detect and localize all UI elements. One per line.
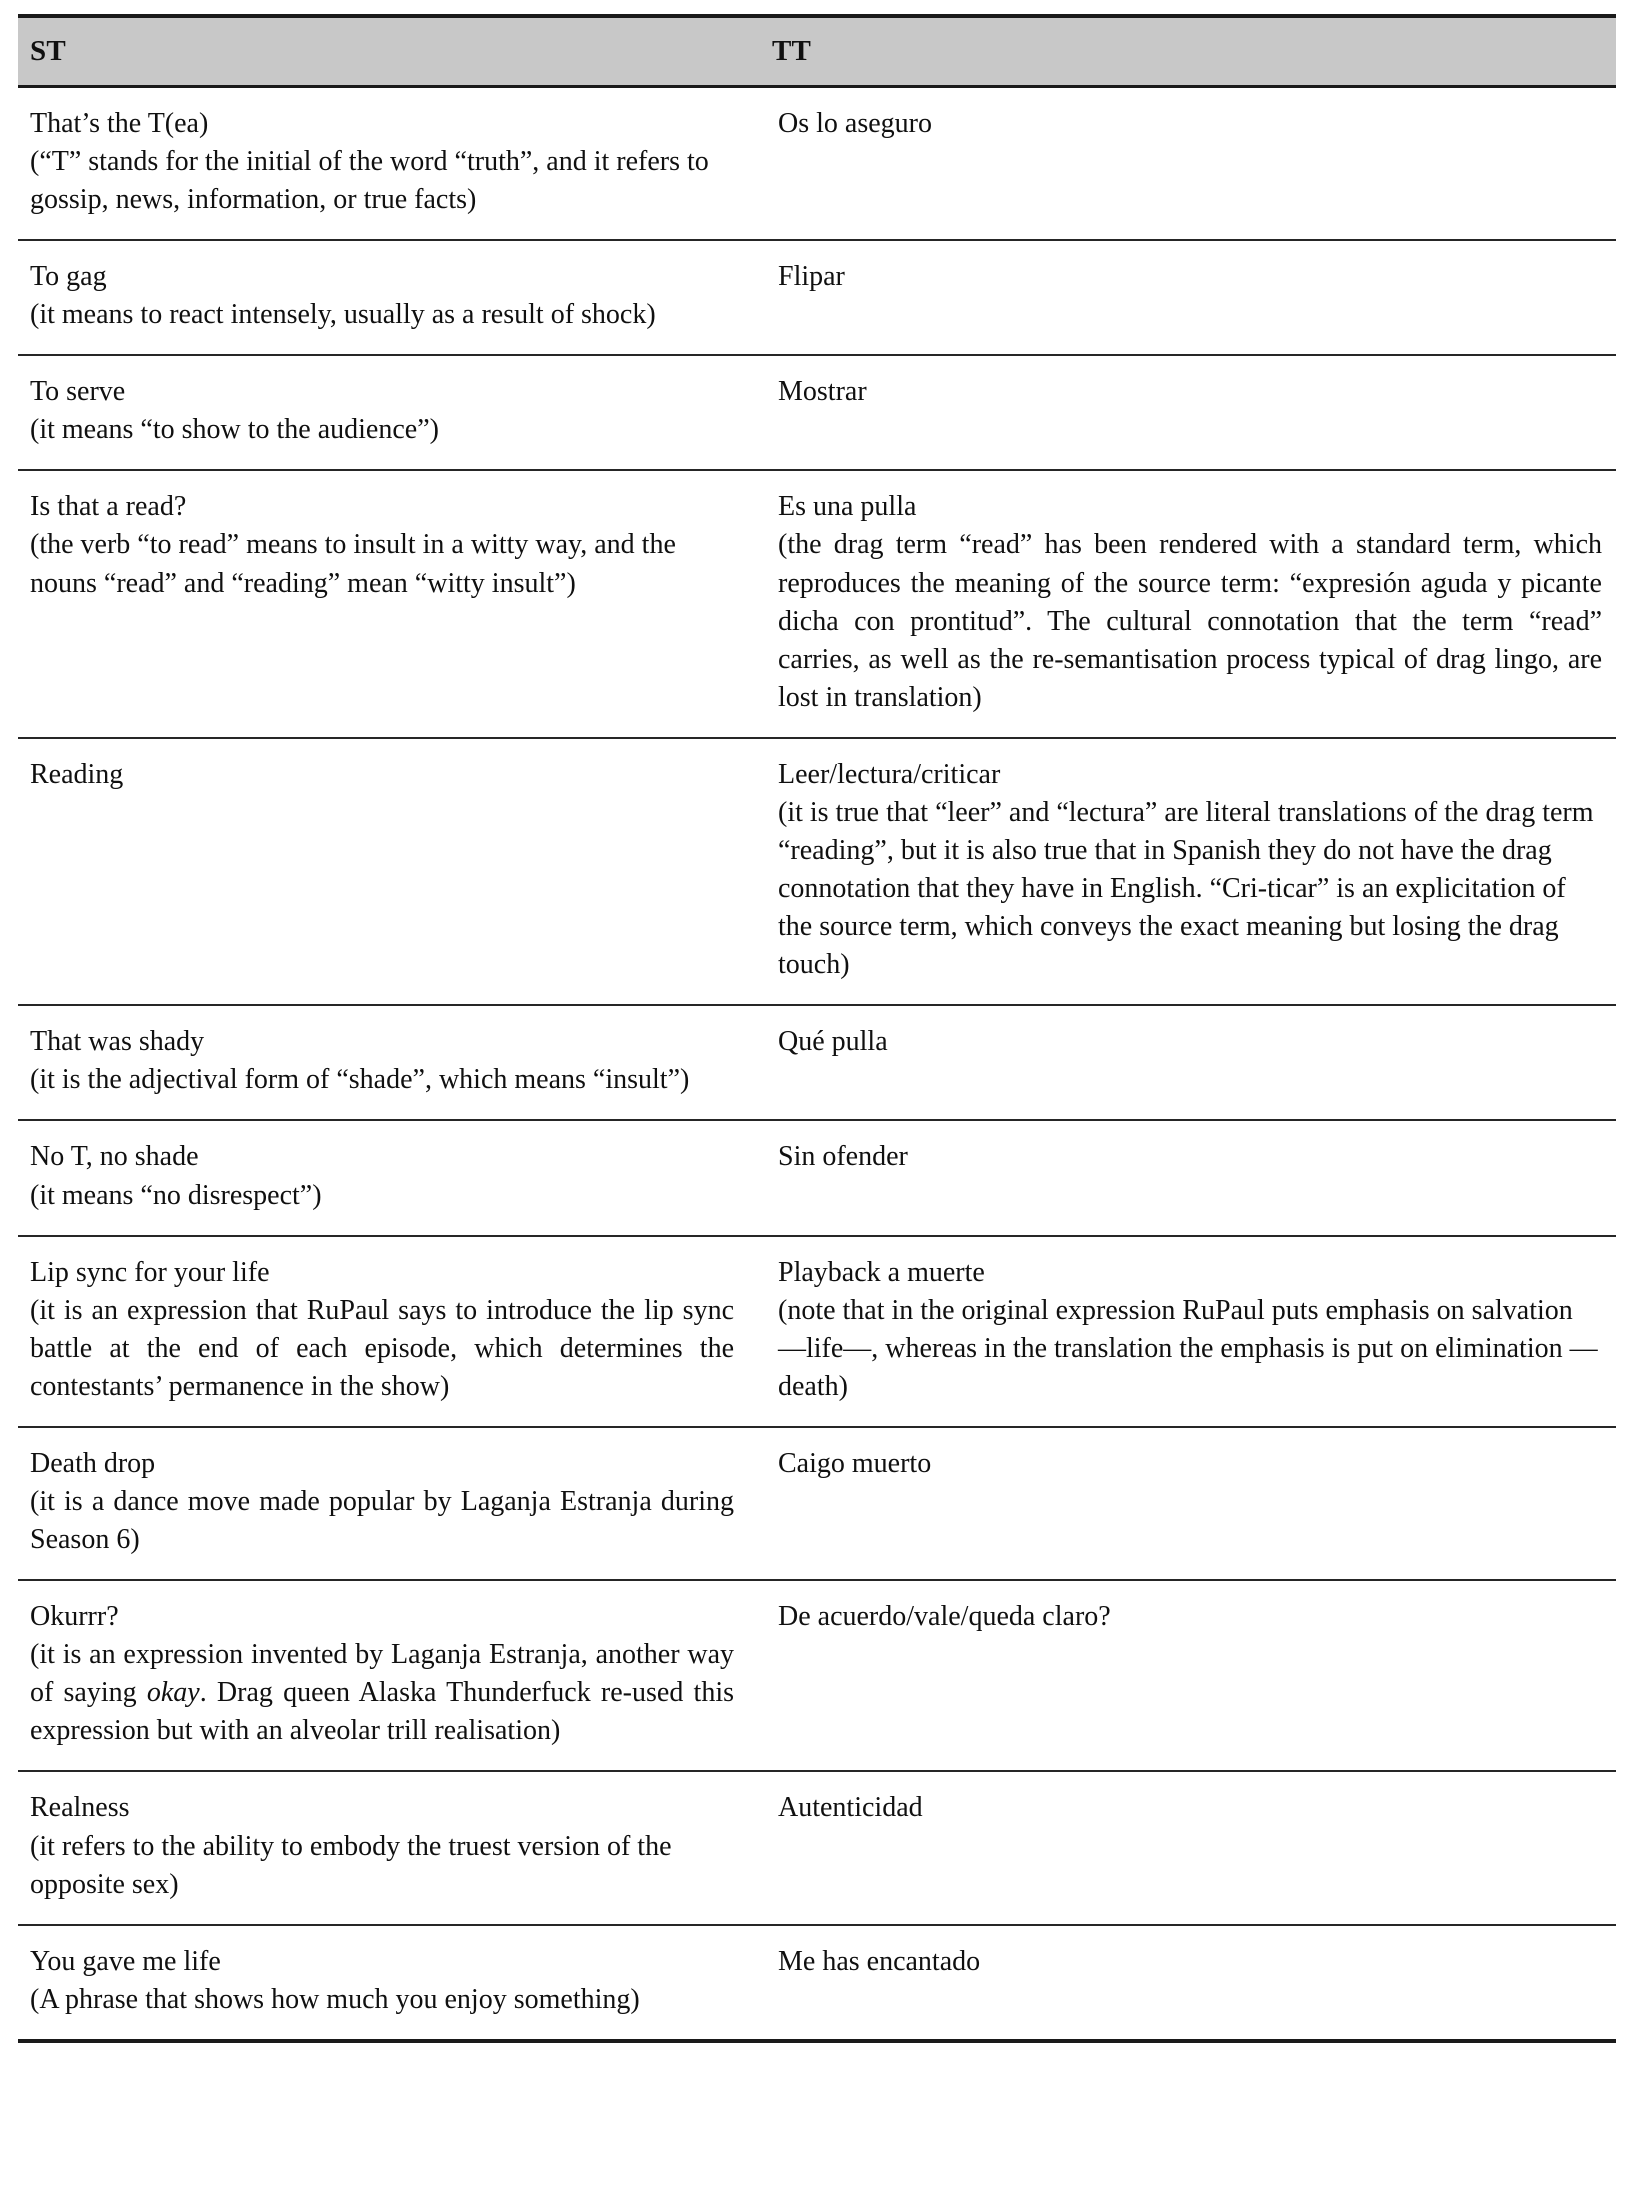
tt-term: Flipar bbox=[778, 261, 845, 293]
tt-term: Me has encantado bbox=[778, 1945, 981, 1977]
table-row bbox=[18, 1427, 1616, 1580]
tt-cell bbox=[760, 355, 1616, 470]
terminology-table bbox=[18, 14, 1616, 2043]
tt-term: Playback a muerte bbox=[778, 1256, 985, 1288]
gloss-fragment: . Drag queen Alaska Thunderfuck re-used this expression but with an alveolar trill realisation) bbox=[30, 1677, 741, 1747]
tt-term: Os lo aseguro bbox=[778, 107, 932, 139]
tt-cell bbox=[760, 1771, 1616, 1924]
st-cell bbox=[18, 738, 760, 1005]
st-gloss: (it means “to show to the audience”) bbox=[30, 414, 439, 446]
st-cell bbox=[18, 1005, 760, 1120]
st-cell bbox=[18, 355, 760, 470]
st-cell bbox=[18, 1771, 760, 1924]
tt-gloss: (the drag term “read” has been rendered with a standard term, which reproduces the meaning of the source term: “expresión aguda y picante dicha con prontitud”. The cultural connotation that the term “read” carries, as well as the re-semantisation process typical of drag lingo, are lost in translation) bbox=[778, 529, 1609, 713]
table-row bbox=[18, 738, 1616, 1005]
table-row bbox=[18, 86, 1616, 240]
st-term: Realness bbox=[30, 1792, 130, 1824]
tt-cell bbox=[760, 1005, 1616, 1120]
st-term: Okurrr? bbox=[30, 1601, 119, 1633]
column-header-st: ST bbox=[18, 16, 760, 86]
tt-gloss: (note that in the original expression RuPaul puts emphasis on salvation —life—, whereas in the translation the emphasis is put on elimination —death) bbox=[778, 1294, 1598, 1402]
table-row bbox=[18, 1236, 1616, 1427]
tt-term: Sin ofender bbox=[778, 1141, 908, 1173]
st-term: Is that a read? bbox=[30, 491, 187, 523]
st-gloss: (it is the adjectival form of “shade”, which means “insult”) bbox=[30, 1064, 690, 1096]
table-header-row bbox=[18, 16, 1616, 86]
emphasised-term: okay bbox=[146, 1677, 200, 1709]
tt-term: Mostrar bbox=[778, 376, 867, 408]
table-row bbox=[18, 1005, 1616, 1120]
st-cell bbox=[18, 86, 760, 240]
tt-cell bbox=[760, 1427, 1616, 1580]
st-term: To serve bbox=[30, 376, 126, 408]
st-cell bbox=[18, 240, 760, 355]
table-row bbox=[18, 1925, 1616, 2041]
table-row bbox=[18, 1580, 1616, 1771]
tt-cell bbox=[760, 470, 1616, 737]
column-header-tt: TT bbox=[760, 16, 1616, 86]
st-term: No T, no shade bbox=[30, 1141, 199, 1173]
st-gloss: (it means “no disrespect”) bbox=[30, 1179, 322, 1211]
table-body bbox=[18, 86, 1616, 2041]
tt-cell bbox=[760, 1580, 1616, 1771]
st-term: To gag bbox=[30, 261, 107, 293]
st-gloss: (it is an expression that RuPaul says to introduce the lip sync battle at the end of each episode, which determines the contestants’ permanence in the show) bbox=[30, 1294, 741, 1402]
table-row bbox=[18, 1120, 1616, 1235]
tt-cell bbox=[760, 1236, 1616, 1427]
tt-term: Caigo muerto bbox=[778, 1447, 932, 1479]
tt-term: Qué pulla bbox=[778, 1026, 888, 1058]
st-term: You gave me life bbox=[30, 1945, 221, 1977]
st-cell bbox=[18, 1236, 760, 1427]
tt-term: Es una pulla bbox=[778, 491, 917, 523]
st-gloss bbox=[30, 1636, 741, 1750]
st-term: That was shady bbox=[30, 1026, 205, 1058]
st-cell bbox=[18, 470, 760, 737]
st-term: Reading bbox=[30, 758, 124, 790]
tt-cell bbox=[760, 1120, 1616, 1235]
table-row bbox=[18, 1771, 1616, 1924]
st-term: Death drop bbox=[30, 1447, 156, 1479]
st-gloss: (it means to react intensely, usually as a result of shock) bbox=[30, 299, 656, 331]
table-row bbox=[18, 240, 1616, 355]
tt-term: Autenticidad bbox=[778, 1792, 923, 1824]
st-cell bbox=[18, 1120, 760, 1235]
st-gloss: (it refers to the ability to embody the truest version of the opposite sex) bbox=[30, 1830, 679, 1900]
tt-term: De acuerdo/vale/queda claro? bbox=[778, 1601, 1111, 1633]
gloss-fragment: (it is an expression invented by Laganja Estranja, another way of saying bbox=[30, 1639, 741, 1709]
st-cell bbox=[18, 1427, 760, 1580]
st-gloss: (“T” stands for the initial of the word “truth”, and it refers to gossip, news, information, or true facts) bbox=[30, 145, 716, 215]
st-term: Lip sync for your life bbox=[30, 1256, 270, 1288]
tt-cell bbox=[760, 1925, 1616, 2041]
st-gloss: (A phrase that shows how much you enjoy something) bbox=[30, 1983, 640, 2015]
st-cell bbox=[18, 1580, 760, 1771]
st-cell bbox=[18, 1925, 760, 2041]
st-gloss: (the verb “to read” means to insult in a witty way, and the nouns “read” and “reading” mean “witty insult”) bbox=[30, 529, 683, 599]
st-term: That’s the T(ea) bbox=[30, 107, 209, 139]
tt-cell bbox=[760, 240, 1616, 355]
st-gloss: (it is a dance move made popular by Laganja Estranja during Season 6) bbox=[30, 1485, 741, 1556]
table-header bbox=[18, 16, 1616, 86]
table-row bbox=[18, 470, 1616, 737]
tt-cell bbox=[760, 738, 1616, 1005]
tt-term: Leer/lectura/criticar bbox=[778, 758, 1001, 790]
tt-gloss: (it is true that “leer” and “lectura” are literal translations of the drag term “reading”, but it is also true that in Spanish they do not have the drag connotation that they have in English. “Cri-ticar” is an explicitation of the source term, which conveys the exact meaning but losing the drag touch) bbox=[778, 796, 1601, 981]
tt-cell bbox=[760, 86, 1616, 240]
table-row bbox=[18, 355, 1616, 470]
